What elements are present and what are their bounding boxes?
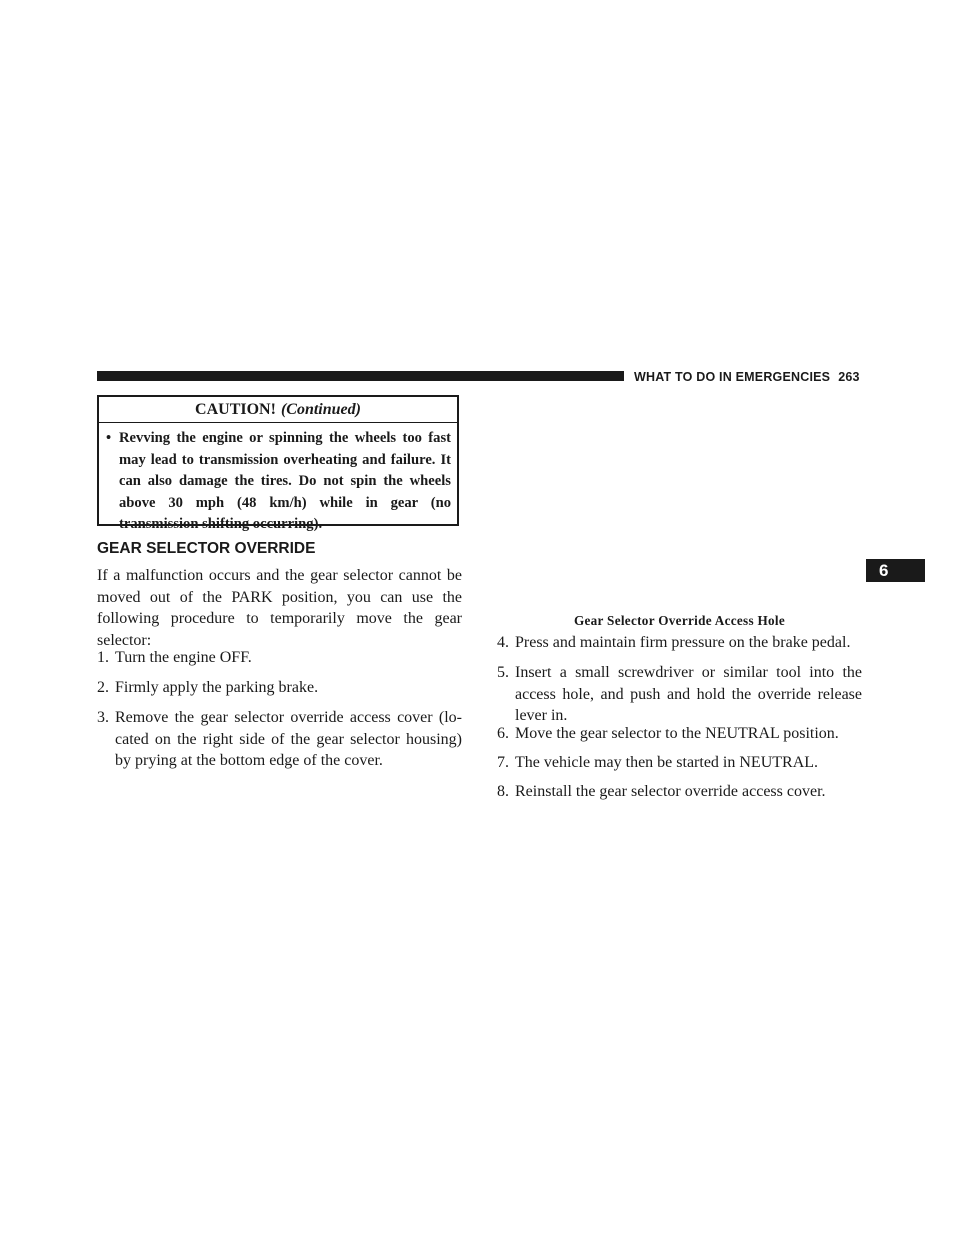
step-text: Turn the engine OFF. xyxy=(115,649,252,666)
step-text: Insert a small screwdriver or similar tool into the access hole, and push and hold the override release lever in. xyxy=(515,664,862,725)
step-item xyxy=(97,707,462,772)
caution-box xyxy=(97,395,459,532)
caution-continued: (Continued) xyxy=(280,401,361,418)
step-text: Remove the gear selector override access cover (lo-cated on the right side of the gear selector housing) by prying at the bottom edge of the cover. xyxy=(115,709,462,770)
step-text: Reinstall the gear selector override access cover. xyxy=(515,783,826,800)
step-number: 7. xyxy=(497,754,509,771)
header-rule xyxy=(97,371,624,381)
step-number: 2. xyxy=(97,679,109,696)
intro-paragraph: If a malfunction occurs and the gear selector cannot be moved out of the PARK position, you can use the following procedure to temporarily move the gear selector: xyxy=(97,567,462,650)
step-number: 3. xyxy=(97,709,109,726)
step-number: 8. xyxy=(497,783,509,800)
step-item xyxy=(497,752,862,774)
step-number: 5. xyxy=(497,664,509,681)
section-heading: GEAR SELECTOR OVERRIDE xyxy=(97,540,316,557)
step-text: Firmly apply the parking brake. xyxy=(115,679,319,696)
step-text: Press and maintain firm pressure on the brake pedal. xyxy=(515,634,851,651)
chapter-tab: 6 xyxy=(866,559,925,582)
step-number: 4. xyxy=(497,634,509,651)
page-number: 263 xyxy=(838,370,860,384)
running-header xyxy=(634,369,864,385)
caution-text: Revving the engine or spinning the wheels too fast may lead to transmission overheating and failure. It can also damage the tires. Do not spin the wheels above 30 mph (48 km/h) while in gear (no transmission shifting occurring). xyxy=(119,430,451,532)
caution-title: CAUTION! xyxy=(195,401,276,418)
step-text: The vehicle may then be started in NEUTRAL. xyxy=(515,754,819,771)
step-number: 6. xyxy=(497,725,509,742)
bullet-icon: • xyxy=(106,430,112,446)
step-item xyxy=(497,632,862,654)
step-item xyxy=(97,647,462,669)
step-item xyxy=(497,781,862,803)
step-item xyxy=(97,677,462,699)
figure-caption: Gear Selector Override Access Hole xyxy=(573,613,786,628)
step-number: 1. xyxy=(97,649,109,666)
step-item xyxy=(497,723,862,745)
section-title: WHAT TO DO IN EMERGENCIES xyxy=(634,370,831,384)
figure-image xyxy=(497,392,862,612)
step-text: Move the gear selector to the NEUTRAL position. xyxy=(515,725,839,742)
step-item xyxy=(497,662,862,727)
caution-body xyxy=(99,423,457,536)
caution-header xyxy=(99,397,457,423)
